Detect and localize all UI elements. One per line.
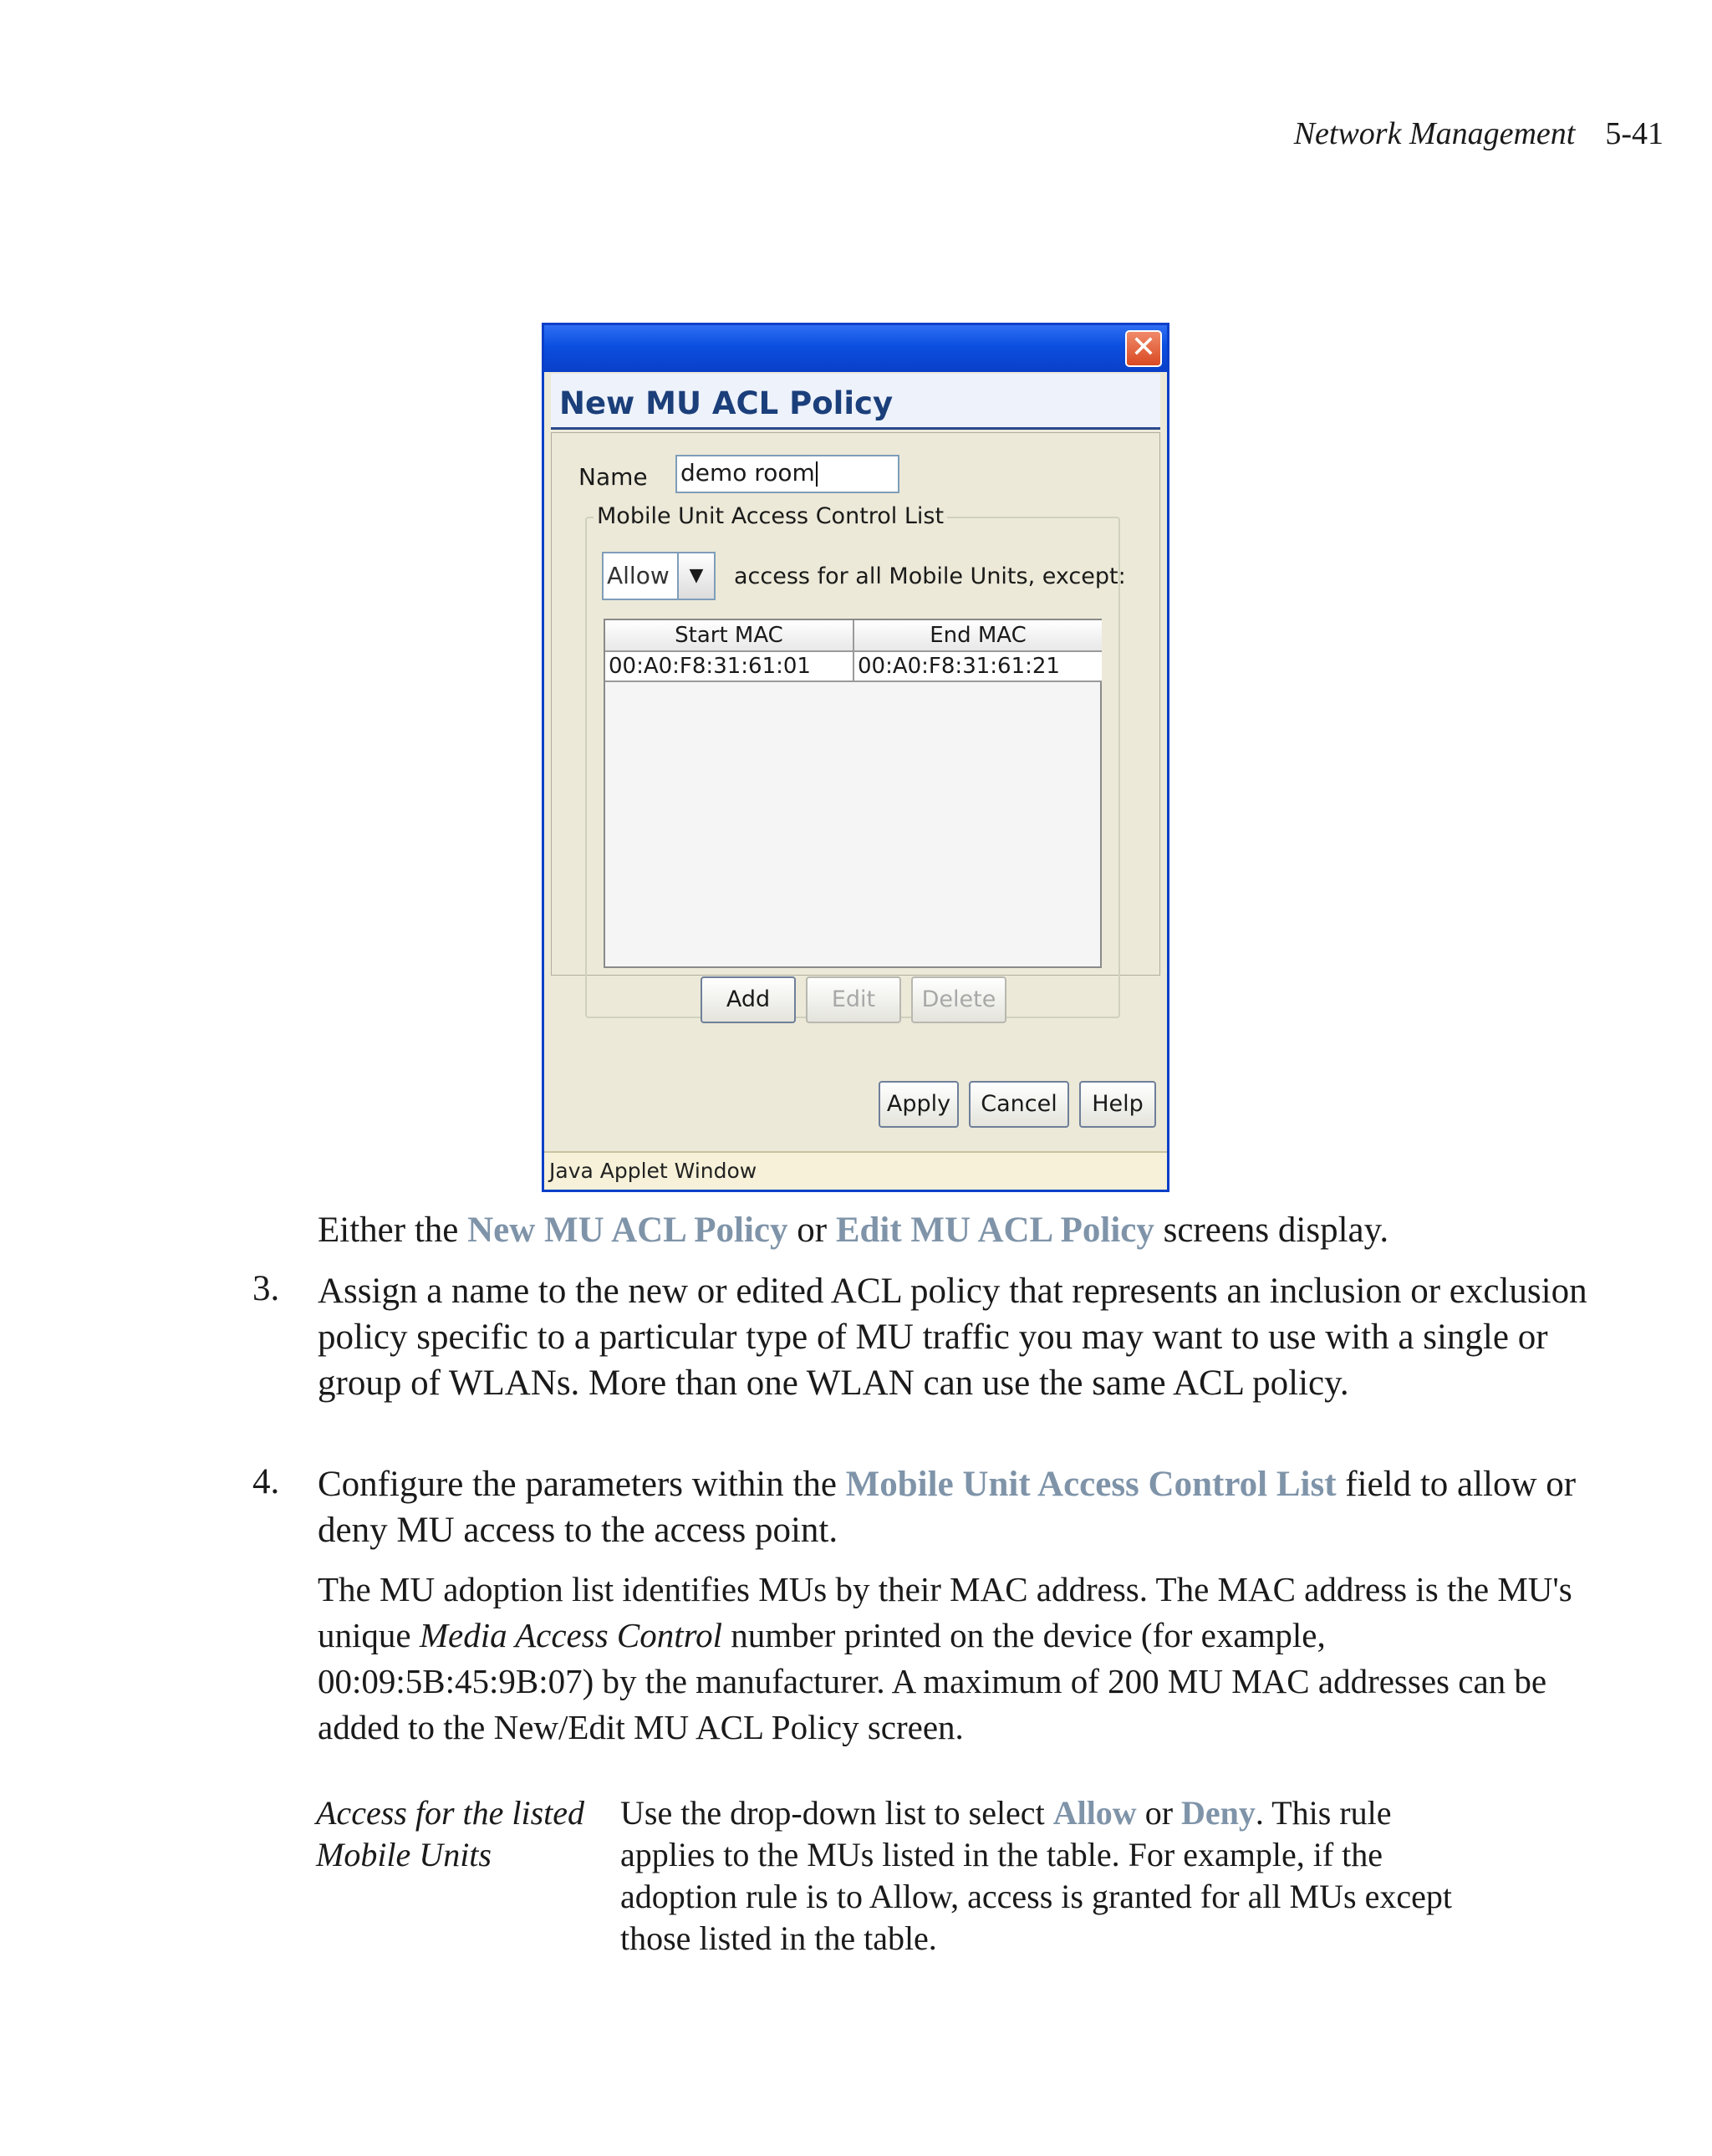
acl-field-link: Mobile Unit Access Control List xyxy=(845,1465,1337,1504)
dialog-content xyxy=(551,432,1160,1012)
mac-table xyxy=(604,619,1102,968)
table-cell-start-mac[interactable]: 00:A0:F8:31:61:01 xyxy=(605,652,854,682)
apply-button[interactable]: Apply xyxy=(879,1081,959,1128)
close-icon: ✕ xyxy=(1130,330,1157,364)
text-caret xyxy=(816,461,818,487)
step-4-text-1: Configure the parameters within the xyxy=(318,1465,846,1504)
access-mode-select[interactable] xyxy=(602,552,716,600)
def-text-2: or xyxy=(1136,1794,1182,1832)
running-header xyxy=(1294,115,1664,152)
intro-text-2: or xyxy=(787,1211,836,1250)
table-cell-end-mac[interactable]: 00:A0:F8:31:61:21 xyxy=(854,652,1102,682)
column-header-end-mac[interactable]: End MAC xyxy=(854,620,1102,652)
mac-para-text-2: number printed on the device (for example, 00:09:5B:45:9B:07) by the manufacturer. A maximum of 200 MU MAC addresses can be added to the New/Edit MU ACL Policy screen. xyxy=(318,1616,1547,1746)
access-mode-value: Allow xyxy=(607,562,670,589)
section-title: Network Management xyxy=(1293,116,1576,151)
dialog-titlebar xyxy=(544,325,1167,372)
intro-text-1: Either the xyxy=(318,1211,468,1250)
allow-keyword: Allow xyxy=(1052,1794,1137,1832)
definition-description xyxy=(620,1792,1456,1960)
step-3-text: Assign a name to the new or edited ACL policy that represents an inclusion or exclusion policy specific to a particular type of MU traffic you may want to use with a single or group of WLANs. More than one WLAN can use the same ACL policy. xyxy=(318,1272,1587,1403)
delete-button[interactable]: Delete xyxy=(911,976,1006,1023)
name-input-value: demo room xyxy=(680,459,815,487)
intro-text-3: screens display. xyxy=(1154,1211,1389,1250)
mac-para-text-1: The MU adoption list identifies MUs by their MAC address. The MAC address is the MU's unique xyxy=(318,1570,1572,1654)
def-text-3: . This rule applies to the MUs listed in the table. For example, if the adoption rule is to Allow, access is granted for all MUs except those listed in the table. xyxy=(620,1794,1452,1957)
deny-keyword: Deny xyxy=(1181,1794,1256,1832)
mac-address-paragraph xyxy=(318,1567,1588,1751)
help-button[interactable]: Help xyxy=(1079,1081,1156,1128)
name-label: Name xyxy=(578,463,648,491)
close-button[interactable] xyxy=(1125,330,1162,367)
edit-policy-link: Edit MU ACL Policy xyxy=(835,1211,1154,1250)
dialog-heading: New MU ACL Policy xyxy=(559,385,894,421)
acl-group-label: Mobile Unit Access Control List xyxy=(594,503,947,529)
new-policy-link: New MU ACL Policy xyxy=(467,1211,788,1250)
step-4-number: 4. xyxy=(252,1462,280,1501)
step-4-text-2: field to allow or deny MU access to the access point. xyxy=(318,1465,1577,1550)
column-header-start-mac[interactable]: Start MAC xyxy=(605,620,854,652)
intro-paragraph xyxy=(318,1207,1588,1253)
step-3-number: 3. xyxy=(252,1269,280,1308)
acl-policy-dialog xyxy=(542,323,1169,1192)
dropdown-arrow-icon[interactable]: ▼ xyxy=(677,553,714,599)
dialog-header xyxy=(551,374,1160,430)
page-number: 5-41 xyxy=(1605,116,1664,151)
definition-term: Access for the listed Mobile Units xyxy=(316,1794,585,1873)
mac-para-emphasis: Media Access Control xyxy=(419,1616,722,1654)
except-label: access for all Mobile Units, except: xyxy=(734,563,1126,589)
acl-group-box xyxy=(585,503,1126,1018)
cancel-button[interactable]: Cancel xyxy=(969,1081,1069,1128)
applet-status-bar: Java Applet Window xyxy=(544,1151,1167,1190)
step-4-text xyxy=(318,1461,1588,1553)
name-input[interactable] xyxy=(675,455,899,493)
add-button[interactable]: Add xyxy=(701,976,796,1023)
def-text-1: Use the drop-down list to select xyxy=(620,1794,1053,1832)
edit-button[interactable]: Edit xyxy=(806,976,901,1023)
